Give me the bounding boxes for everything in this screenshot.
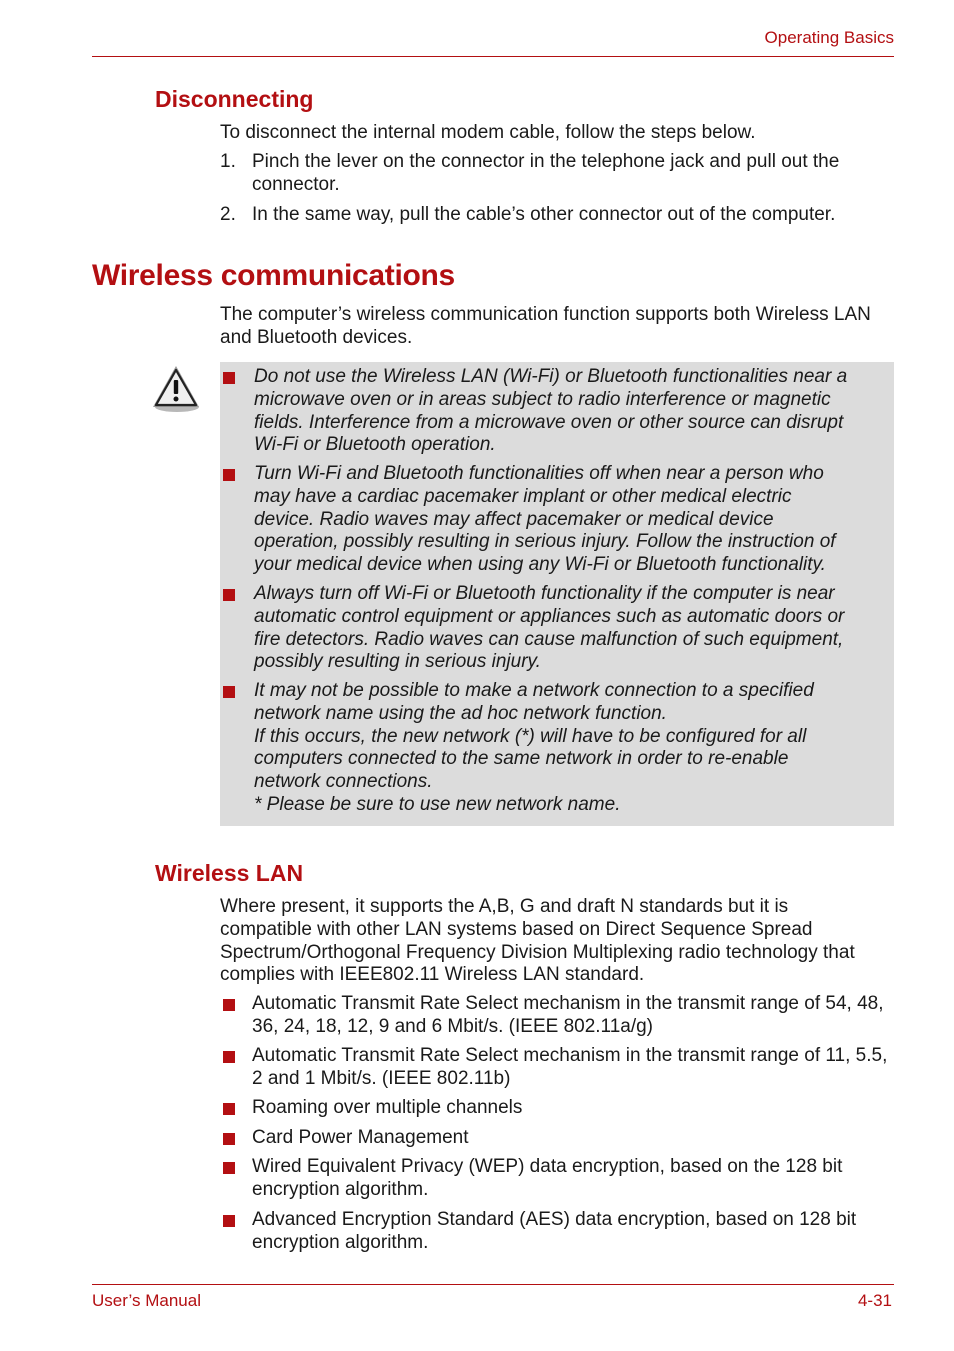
caution-line: operation, possibly resulting in serious injury. Follow the instruction of [254, 531, 836, 553]
section-title: Wireless communications [92, 259, 455, 292]
list-item [220, 1127, 894, 1150]
caution-line: If this occurs, the new network (*) will have to be configured for all [254, 725, 807, 747]
list-item [220, 993, 894, 1039]
caution-line: possibly resulting in serious injury. [254, 651, 541, 673]
bullet-text: Roaming over multiple channels [252, 1097, 523, 1118]
caution-line: fields. Interference from a microwave oven or other source can disrupt [254, 411, 844, 433]
wireless-intro: The computer’s wireless communication function supports both Wireless LAN and Bluetooth devices. [220, 304, 871, 348]
bullet-square-icon [223, 1051, 235, 1063]
step-text: In the same way, pull the cable’s other connector out of the computer. [252, 204, 836, 225]
header-rule [92, 56, 894, 57]
step-number: 1. [220, 151, 236, 172]
bullet-text: Advanced Encryption Standard (AES) data encryption, based on 128 bit encryption algorithm. [252, 1209, 857, 1253]
list-item [220, 1156, 894, 1202]
bullet-square-icon [223, 589, 235, 601]
caution-line: Turn Wi-Fi and Bluetooth functionalities off when near a person who [254, 463, 824, 484]
bullet-square-icon [223, 1215, 235, 1227]
list-item [220, 151, 894, 197]
disconnecting-intro: To disconnect the internal modem cable, follow the steps below. [220, 122, 756, 143]
list-item [220, 1209, 894, 1255]
caution-line: your medical device when using any Wi-Fi or Bluetooth functionality. [254, 554, 826, 576]
bullet-square-icon [223, 372, 235, 384]
caution-item [220, 680, 894, 817]
bullet-square-icon [223, 1103, 235, 1115]
footer-manual-title: User’s Manual [92, 1291, 201, 1310]
caution-line: automatic control equipment or appliances such as automatic doors or [254, 605, 845, 627]
caution-line: microwave oven or in areas subject to radio interference or magnetic [254, 388, 831, 410]
caution-item [220, 463, 894, 577]
caution-line: computers connected to the same network in order to re-enable [254, 748, 789, 770]
page-number: 4-31 [857, 1291, 892, 1310]
caution-line: network connections. [254, 771, 433, 793]
caution-line: Wi-Fi or Bluetooth operation. [254, 434, 496, 456]
caution-line: may have a cardiac pacemaker implant or other medical electric [254, 485, 792, 507]
caution-line: fire detectors. Radio waves can cause malfunction of such equipment, [254, 628, 844, 650]
caution-line: * Please be sure to use new network name. [254, 793, 621, 815]
caution-box [220, 362, 894, 826]
bullet-text: Card Power Management [252, 1127, 469, 1148]
disconnecting-heading: Disconnecting [155, 86, 314, 112]
caution-line: It may not be possible to make a network connection to a specified [254, 680, 814, 701]
caution-item [220, 366, 894, 457]
warning-triangle-icon [150, 363, 202, 413]
bullet-text: Wired Equivalent Privacy (WEP) data encryption, based on the 128 bit encryption algorithm. [252, 1156, 843, 1200]
footer-rule [92, 1284, 894, 1285]
list-item [220, 204, 894, 227]
wireless-lan-heading: Wireless LAN [155, 860, 304, 886]
bullet-square-icon [223, 469, 235, 481]
bullet-square-icon [223, 686, 235, 698]
caution-line: Do not use the Wireless LAN (Wi-Fi) or Bluetooth functionalities near a [254, 366, 848, 387]
bullet-square-icon [223, 1162, 235, 1174]
bullet-text: Automatic Transmit Rate Select mechanism in the transmit range of 54, 48, 36, 24, 18, 12, 9 and 6 Mbit/s. (IEEE 802.11a/g) [252, 993, 884, 1037]
list-item [220, 1097, 894, 1120]
bullet-square-icon [223, 1133, 235, 1145]
list-item [220, 1045, 894, 1091]
wireless-lan-intro: Where present, it supports the A,B, G and draft N standards but it is compatible with other LAN systems based on Direct Sequence Spread Spectrum/Orthogonal Frequency Division Multiplexing radio technology that complies with IEEE802.11 Wireless LAN standard. [220, 896, 855, 986]
caution-line: network name using the ad hoc network function. [254, 702, 667, 724]
running-header: Operating Basics [764, 28, 894, 47]
bullet-text: Automatic Transmit Rate Select mechanism in the transmit range of 11, 5.5, 2 and 1 Mbit/s. (IEEE 802.11b) [252, 1045, 888, 1089]
caution-item [220, 583, 894, 674]
step-text: Pinch the lever on the connector in the telephone jack and pull out the connector. [252, 151, 840, 195]
caution-line: device. Radio waves may affect pacemaker or medical device [254, 508, 774, 530]
bullet-square-icon [223, 999, 235, 1011]
caution-line: Always turn off Wi-Fi or Bluetooth functionality if the computer is near [254, 583, 835, 604]
step-number: 2. [220, 204, 236, 225]
